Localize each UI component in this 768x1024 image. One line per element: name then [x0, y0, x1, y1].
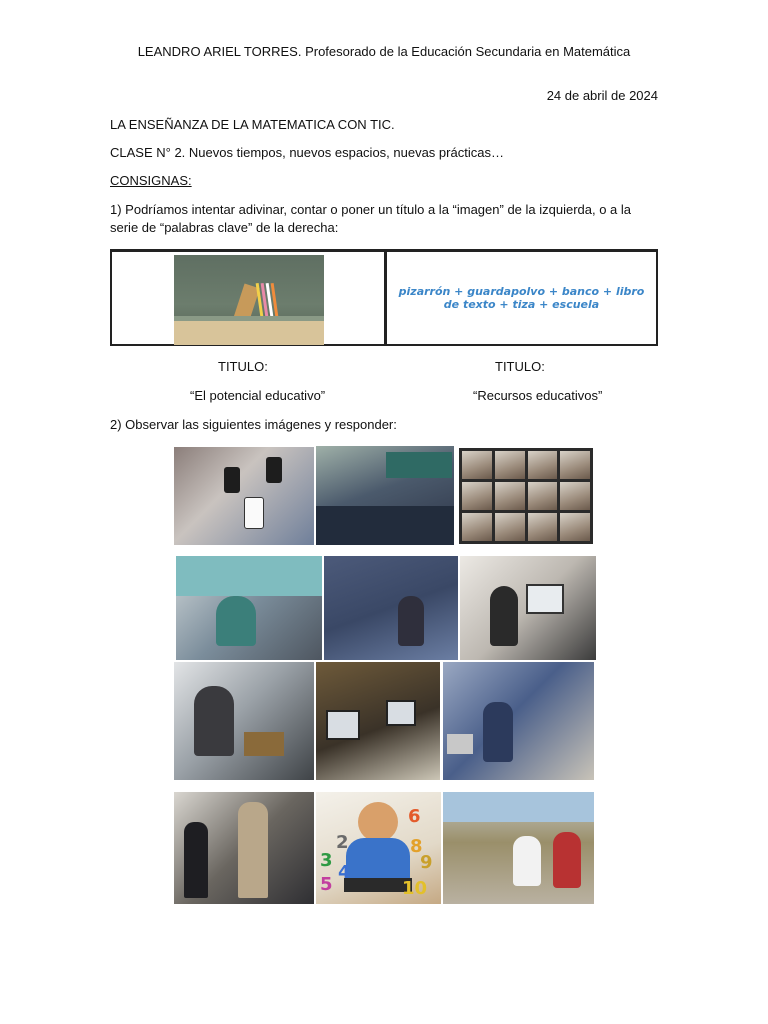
- document-date: 24 de abril de 2024: [546, 88, 658, 103]
- number-4: 4: [338, 862, 351, 883]
- left-title-label: TITULO:: [218, 359, 268, 374]
- right-title-answer: “Recursos educativos”: [473, 388, 603, 403]
- street-crowd-photo: [174, 792, 314, 904]
- students-outdoors-photo: [324, 556, 458, 660]
- comparison-table: [110, 249, 658, 346]
- number-5: 5: [320, 874, 333, 895]
- child-with-tablet-numbers-photo: [316, 792, 441, 904]
- document-header: LEANDRO ARIEL TORRES. Profesorado de la Educación Secundaria en Matemática: [137, 44, 631, 59]
- table-cell-keywords: [387, 252, 656, 344]
- video-call-grid-photo: [459, 448, 593, 544]
- right-title-label: TITULO:: [495, 359, 545, 374]
- number-2: 2: [336, 832, 349, 853]
- number-9: 9: [420, 852, 433, 873]
- class-title: CLASE N° 2. Nuevos tiempos, nuevos espacios, nuevas prácticas…: [110, 145, 504, 160]
- table-cell-image: [112, 252, 387, 344]
- teacher-and-students-laptop-photo: [174, 662, 314, 780]
- number-6: 6: [408, 806, 421, 827]
- hands-with-phones-photo: [174, 447, 314, 545]
- chalkboard-photo: [174, 255, 324, 345]
- number-3: 3: [320, 850, 333, 871]
- keywords-text: pizarrón + guardapolvo + banco + libro de texto + tiza + escuela: [398, 285, 645, 311]
- classroom-photo: [316, 446, 454, 545]
- people-on-subway-photo: [443, 662, 594, 780]
- number-8: 8: [410, 836, 423, 857]
- question-2: 2) Observar las siguientes imágenes y responder:: [110, 417, 397, 432]
- left-title-answer: “El potencial educativo”: [190, 388, 326, 403]
- question-1: 1) Podríamos intentar adivinar, contar o poner un título a la “imagen” de la izquierda, o a la serie de “palabras clave” de la derecha:: [110, 202, 632, 235]
- students-with-laptops-photo: [316, 662, 440, 780]
- course-title: LA ENSEÑANZA DE LA MATEMATICA CON TIC.: [110, 117, 395, 132]
- children-with-laptops-outdoors-photo: [443, 792, 594, 904]
- consignas-heading: CONSIGNAS:: [110, 173, 192, 188]
- number-10: 10: [402, 878, 428, 899]
- teachers-with-laptops-photo: [176, 556, 322, 660]
- person-at-desk-photo: [460, 556, 596, 660]
